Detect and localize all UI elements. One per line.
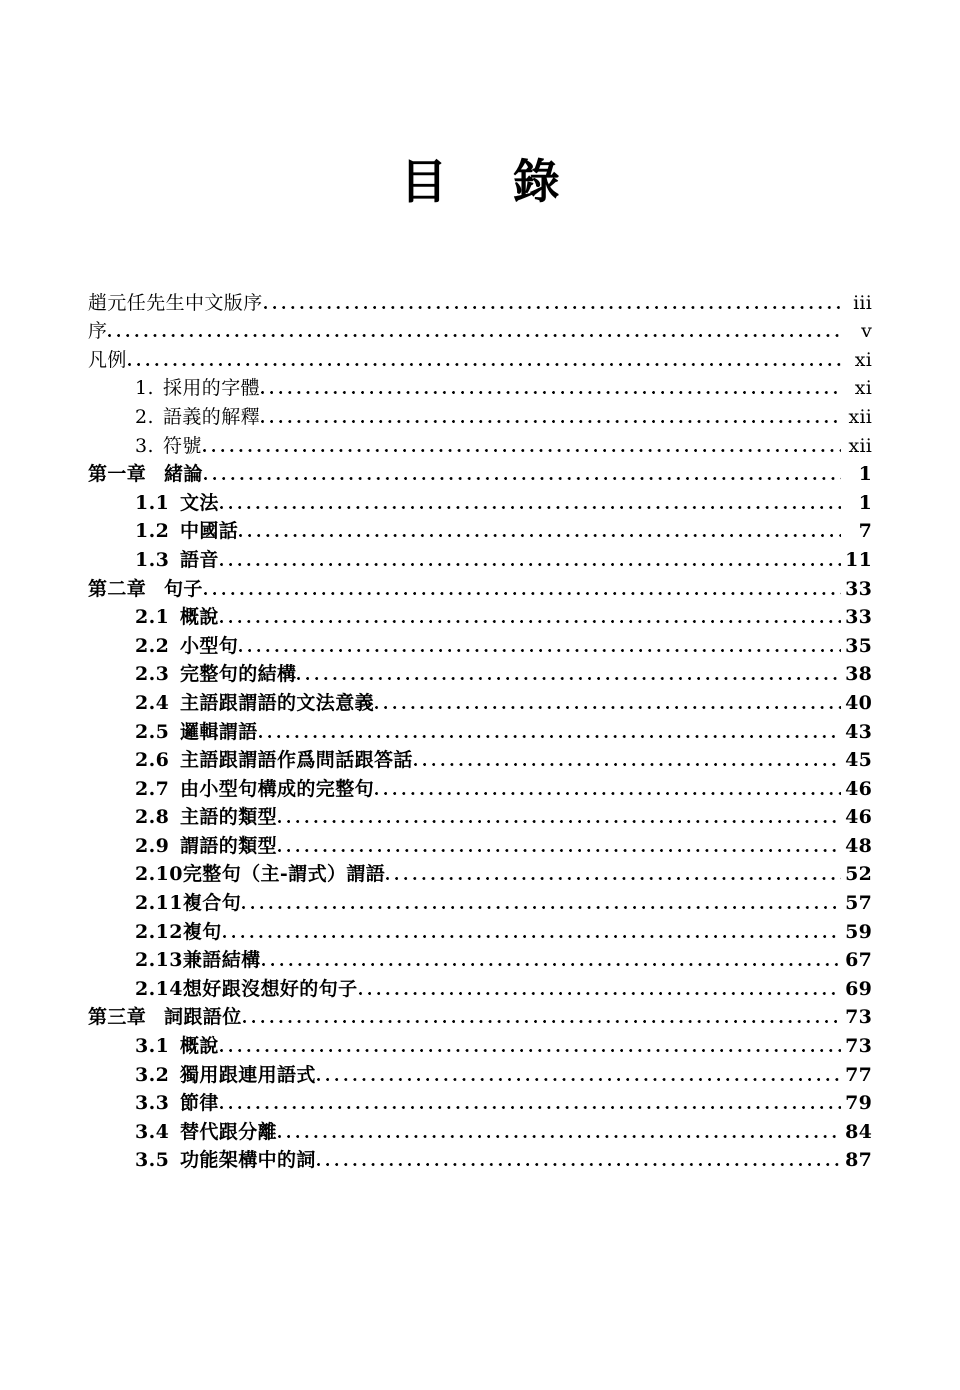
toc-entry[interactable] [135,629,872,658]
dot-leader [414,758,841,768]
toc-entry-text: 主語跟謂語的文法意義 [180,691,375,714]
toc-entry[interactable] [135,886,872,915]
toc-entry-number: 2.7 [135,777,170,800]
toc-entry-number: 2.2 [135,634,170,657]
toc-entry-label [135,1034,219,1058]
toc-entry-text: 概說 [180,1035,219,1058]
dot-leader [259,730,841,740]
toc-entry-label [88,577,203,601]
toc-entry[interactable] [135,944,872,973]
dot-leader [128,358,841,368]
toc-entry-text: 序 [88,320,108,343]
toc-entry-text: 完整句的結構 [180,663,297,686]
toc-entry-text: 想好跟沒想好的句子 [182,977,358,1000]
toc-entry-label [88,291,263,315]
toc-entry[interactable] [135,715,872,744]
toc-entry-page-number: 45 [845,749,872,772]
dot-leader [239,529,841,539]
toc-entry[interactable] [135,1058,872,1087]
dot-leader [220,615,841,625]
dot-leader [261,415,841,425]
toc-entry-label [135,834,277,858]
toc-entry[interactable] [135,801,872,830]
toc-entry-label [88,462,203,486]
toc-entry[interactable] [135,858,872,887]
toc-entry-text: 獨用跟連用語式 [180,1063,316,1086]
toc-entry[interactable] [135,829,872,858]
toc-entry-page-number: 48 [845,834,872,857]
toc-entry-text: 概說 [180,606,219,629]
dot-leader [239,644,841,654]
toc-entry[interactable] [135,772,872,801]
toc-entry-label [135,948,261,972]
dot-leader [278,815,841,825]
toc-entry-label [135,1148,316,1172]
toc-entry[interactable] [88,343,872,372]
toc-entry-label [135,491,219,515]
toc-entry-label [135,862,385,886]
toc-entry-text: 複合句 [182,892,242,915]
toc-entry-page-number: 69 [845,977,872,1000]
toc-entry-list [88,286,872,1172]
toc-entry-page-number: 59 [845,920,872,943]
toc-entry-number: 2.14 [135,977,183,1000]
toc-entry-page-number: iii [853,291,872,314]
toc-entry-number: 1. [135,377,154,400]
toc-entry[interactable] [135,400,872,429]
dot-leader [203,444,841,454]
dot-leader [220,558,841,568]
toc-entry[interactable] [88,315,872,344]
toc-entry[interactable] [88,458,872,487]
toc-entry-text: 謂語的類型 [180,834,278,857]
toc-entry-number: 2.3 [135,663,170,686]
toc-entry-text: 邏輯謂語 [180,720,258,743]
dot-leader [204,587,841,597]
toc-entry-number: 2.11 [135,892,183,915]
dot-leader [278,1130,841,1140]
dot-leader [223,930,841,940]
toc-entry-page-number: xii [848,434,872,457]
toc-entry[interactable] [135,1029,872,1058]
toc-entry-text: 凡例 [88,348,127,371]
dot-leader [108,329,841,339]
dot-leader [261,386,841,396]
toc-entry-number: 2.8 [135,806,170,829]
dot-leader [264,301,841,311]
toc-entry[interactable] [135,486,872,515]
toc-entry-label [135,748,413,772]
toc-entry[interactable] [135,601,872,630]
toc-entry-page-number: 33 [845,606,872,629]
toc-entry-text: 兼語結構 [182,949,261,972]
dot-leader [386,872,841,882]
toc-entry-page-number: 52 [845,863,872,886]
toc-entry-page-number: 1 [858,463,872,486]
toc-entry[interactable] [135,1115,872,1144]
toc-entry-text: 節律 [180,1092,219,1115]
toc-entry-label [88,348,127,372]
toc-entry-page-number: 46 [845,806,872,829]
toc-entry-page-number: 77 [845,1063,872,1086]
toc-entry-page-number: 79 [845,1092,872,1115]
toc-entry-number: 1.3 [135,548,170,571]
toc-entry-label [88,319,107,343]
toc-entry-text: 語音 [180,548,219,571]
dot-leader [359,987,842,997]
toc-entry-text: 完整句（主-謂式）謂語 [182,863,386,886]
toc-entry-number: 3.4 [135,1120,170,1143]
toc-entry-number: 3.2 [135,1063,170,1086]
toc-entry-text: 符號 [163,434,202,457]
toc-entry-page-number: 46 [845,777,872,800]
toc-entry-number: 3.1 [135,1035,170,1058]
dot-leader [262,958,842,968]
toc-entry-page-number: 33 [845,577,872,600]
toc-entry-text: 採用的字體 [163,377,261,400]
toc-entry-label [135,634,238,658]
dot-leader [242,901,841,911]
toc-entry-number: 2.5 [135,720,170,743]
toc-entry-text: 小型句 [180,634,239,657]
toc-entry-text: 緒論 [164,463,203,486]
toc-entry-label [135,405,260,429]
toc-entry-text: 語義的解釋 [163,405,261,428]
toc-entry[interactable] [135,972,872,1001]
toc-entry[interactable] [135,915,872,944]
toc-entry-label [135,605,219,629]
toc-entry-label [135,1063,316,1087]
toc-entry[interactable] [88,572,872,601]
toc-entry-page-number: 1 [858,491,872,514]
toc-entry-text: 中國話 [180,520,239,543]
toc-entry-number: 第一章 [88,463,147,486]
toc-entry-number: 1.2 [135,520,170,543]
toc-entry-label [135,434,202,458]
toc-entry-label [135,519,238,543]
dot-leader [220,1101,841,1111]
toc-entry-number: 第二章 [88,577,147,600]
toc-entry[interactable] [135,515,872,544]
toc-entry[interactable] [135,686,872,715]
toc-entry-number: 2.1 [135,606,170,629]
dot-leader [220,501,841,511]
toc-entry-label [135,891,241,915]
toc-entry-label [135,977,358,1001]
dot-leader [317,1073,841,1083]
toc-entry-number: 3.5 [135,1149,170,1172]
toc-entry-number: 2.6 [135,749,170,772]
toc-entry-page-number: 84 [845,1120,872,1143]
toc-entry-label [135,720,258,744]
toc-entry-number: 2.10 [135,863,183,886]
toc-entry-number: 第三章 [88,1006,147,1029]
toc-entry-text: 文法 [180,491,219,514]
toc-entry-label [135,691,374,715]
toc-entry-page-number: 73 [845,1006,872,1029]
toc-entry-number: 2.4 [135,691,170,714]
toc-entry-label [135,1091,219,1115]
toc-entry-number: 2. [135,405,154,428]
toc-entry-text: 主語跟謂語作爲問話跟答話 [180,749,413,772]
toc-entry-page-number: 11 [845,548,872,571]
toc-entry-page-number: 67 [845,949,872,972]
toc-entry[interactable] [88,1001,872,1030]
toc-entry-text: 詞跟語位 [164,1006,242,1029]
toc-entry[interactable] [135,372,872,401]
toc-entry-text: 趙元任先生中文版序 [88,291,263,314]
dot-leader [317,1158,841,1168]
toc-entry-label [88,1005,242,1029]
toc-entry-label [135,1120,277,1144]
toc-entry[interactable] [135,429,872,458]
toc-entry-page-number: 57 [845,892,872,915]
dot-leader [375,787,841,797]
toc-entry-page-number: xi [854,348,872,371]
toc-entry-number: 2.9 [135,834,170,857]
toc-entry[interactable] [135,658,872,687]
toc-entry-page-number: xii [848,405,872,428]
toc-entry-label [135,777,374,801]
page-title: 目 錄 [400,155,560,210]
toc-entry-page-number: 40 [845,691,872,714]
toc-entry-number: 3. [135,434,154,457]
toc-entry-text: 複句 [182,920,222,943]
toc-entry-number: 2.12 [135,920,183,943]
dot-leader [220,1044,841,1054]
dot-leader [204,472,841,482]
dot-leader [375,701,841,711]
toc-entry-text: 句子 [164,577,203,600]
dot-leader [278,844,841,854]
toc-entry-label [135,805,277,829]
toc-entry[interactable] [135,1144,872,1173]
toc-entry-page-number: v [861,320,872,343]
toc-entry-page-number: 35 [845,634,872,657]
dot-leader [243,1015,841,1025]
toc-entry-page-number: 38 [845,663,872,686]
toc-entry[interactable] [135,1087,872,1116]
toc-entry-label [135,548,219,572]
dot-leader [297,672,841,682]
toc-entry-label [135,920,222,944]
toc-entry-page-number: 73 [845,1035,872,1058]
toc-entry-text: 主語的類型 [180,806,278,829]
toc-entry-number: 3.3 [135,1092,170,1115]
toc-entry[interactable] [88,286,872,315]
toc-entry-page-number: 7 [858,520,872,543]
toc-entry-text: 替代跟分離 [180,1120,278,1143]
toc-entry-text: 功能架構中的詞 [180,1149,316,1172]
toc-entry[interactable] [135,744,872,773]
toc-entry-label [135,662,296,686]
toc-entry-page-number: xi [854,377,872,400]
toc-entry-page-number: 87 [845,1149,872,1172]
toc-entry-number: 1.1 [135,491,170,514]
toc-entry[interactable] [135,543,872,572]
toc-entry-page-number: 43 [845,720,872,743]
toc-entry-number: 2.13 [135,949,183,972]
toc-entry-label [135,376,260,400]
toc-entry-text: 由小型句構成的完整句 [180,777,375,800]
